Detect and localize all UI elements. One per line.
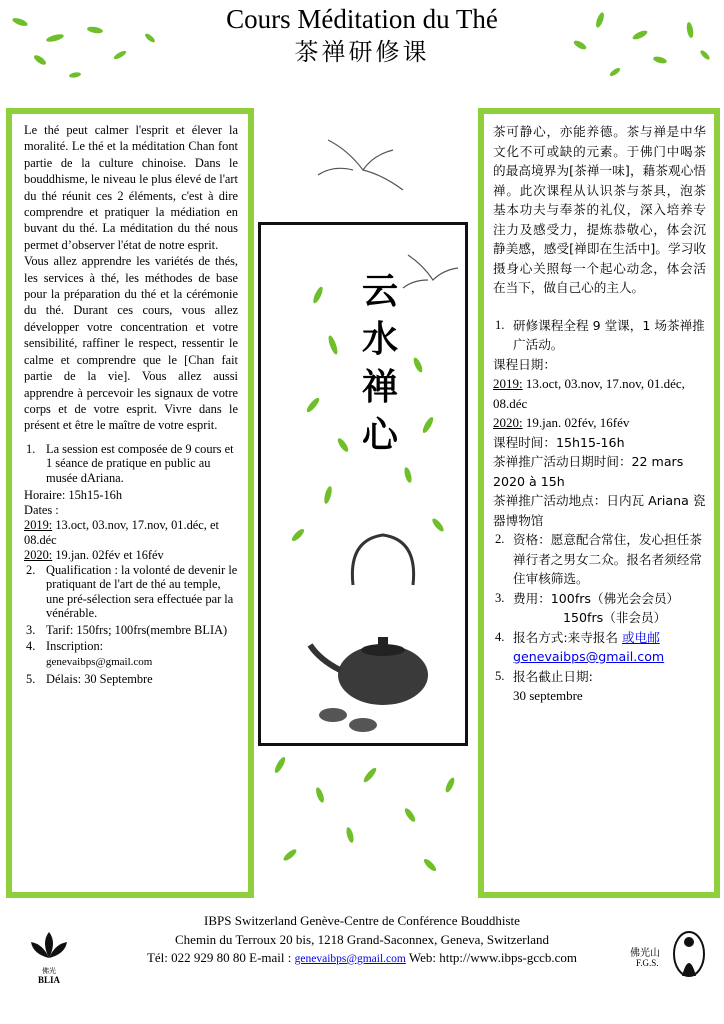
dates-2019: 2019: 13.oct, 03.nov, 17.nov, 01.déc, et 08.déc — [24, 517, 219, 547]
footer-line-3: Tél: 022 929 80 80 E-mail : genevaibps@gmail.com Web: http://www.ibps-gccb.com — [146, 950, 578, 965]
lotus-icon — [28, 928, 70, 962]
dates-label: 课程日期： — [493, 356, 556, 372]
blia-logo: 佛光 BLIA — [28, 928, 70, 984]
course-time: 课程时间：15h15-16h — [493, 434, 625, 450]
vertical-char: 禅 — [361, 367, 398, 408]
vertical-char: 水 — [361, 319, 398, 360]
event-date: 茶禅推广活动日期时间：22 mars 2020 à 15h — [493, 454, 684, 489]
footer-email-link[interactable]: genevaibps@gmail.com — [294, 953, 406, 965]
list-item: 3. 费用：100frs（佛光会会员） 150frs（非会员） — [495, 590, 680, 625]
title-french: Cours Méditation du Thé — [226, 4, 498, 34]
list-item: 5. 报名截止日期: 30 septembre — [495, 668, 593, 703]
dates-label: Dates : — [24, 502, 59, 517]
list-item: 1. 研修课程全程 9 堂课，1 场茶禅推广活动。 — [495, 317, 705, 352]
schedule-text: Horaire: 15h15-16h — [24, 487, 123, 502]
footer-line-2: Chemin du Terroux 20 bis, 1218 Grand-Saconnex, Geneva, Switzerland — [175, 931, 549, 947]
leaves-decoration-top — [0, 0, 724, 108]
list-item: 2. 资格：愿意配合常住，发心担任茶禅行者之男女二众。报名者须经常住审核筛选。 — [495, 532, 702, 586]
event-place: 茶禅推广活动地点：日内瓦 Ariana 瓷器博物馆 — [493, 493, 706, 528]
list-item: 4. 报名方式:来寺报名 或电邮 genevaibps@gmail.com — [495, 629, 665, 664]
vertical-char: 心 — [361, 415, 398, 456]
title-chinese: 茶禅研修课 — [294, 40, 430, 66]
dates-2020: 2020: 19.jan. 02fév et 16fév — [24, 547, 164, 562]
buddha-statue-icon — [672, 928, 706, 980]
french-details-list — [24, 442, 238, 687]
leaves-decoration-bottom — [250, 745, 480, 895]
french-description-box — [6, 108, 254, 898]
email-link[interactable]: 或电邮 genevaibps@gmail.com — [513, 629, 665, 664]
inscription-email: genevaibps@gmail.com — [46, 656, 153, 669]
chinese-intro: 茶可静心，亦能养德。茶与禅是中华文化不可或缺的元素。于佛门中喝茶的最高境界为[茶禅一味]，藉茶观心悟禅。此次课程从认识茶与茶具，泡茶基本功夫与奉茶的礼仪，深入培养专注力及感受力，提炼恭敬心，体会沉静美感，感受[禅即在生活中]。学习收摄身心关照每一个起心动念，体会活在当下，做自己心的主人。 — [493, 124, 706, 295]
fgs-logo: 佛光山 F.G.S. — [630, 928, 710, 984]
footer-line-1: IBPS Switzerland Genève-Centre de Conférence Bouddhiste — [204, 913, 520, 928]
chinese-details-list — [493, 316, 706, 706]
dates-2020: 2020: 19.jan. 02fév, 16fév — [493, 415, 630, 430]
vertical-title — [350, 268, 410, 460]
list-item: 1. La session est composée de 9 cours et 1 séance de pratique en public au musée dAriana. — [26, 441, 234, 485]
footer — [0, 912, 724, 969]
chinese-description-box — [478, 108, 720, 898]
french-paragraph-1: Le thé peut calmer l'esprit et élever la moralité. Le thé et la méditation Chan font partie de la culture chinoise. Dans le bouddhisme, le niveau le plus élevé de l'art du thé réunit ces 2 éléments, c'est à dire comprendre et pratiquer la médiation en buvant du thé. La méditation du thé nous permet d’observer l'état de notre esprit. — [24, 123, 238, 252]
list-item: 5. Délais: 30 Septembre — [26, 671, 153, 686]
dates-2019: 2019: 13.oct, 03.nov, 17.nov, 01.déc, 08.déc — [493, 376, 685, 411]
list-item: 4. Inscription: genevaibps@gmail.com — [26, 639, 153, 669]
list-item: 2. Qualification : la volonté de devenir le pratiquant de l'art de thé au temple, une pré-sélection sera effectuée par la vénérable. — [26, 562, 238, 621]
french-paragraph-2: Vous allez apprendre les variétés de thés, les services à thé, les méthodes de base pour la préparation du thé et la cérémonie du thé. Durant ces cours, vous allez développer votre concentration et votre sensibilité, raffiner le respect, ressentir le calme et comprendre que le [Chan fait partie de la vie]. Vous allez aussi apprendre à percevoir les signaux de votre corps et de votre esprit. Vivre dans le présent et être le maître de votre esprit. — [24, 254, 238, 433]
vertical-char: 云 — [361, 271, 398, 312]
list-item: 3. Tarif: 150frs; 100frs(membre BLIA) — [26, 622, 228, 637]
